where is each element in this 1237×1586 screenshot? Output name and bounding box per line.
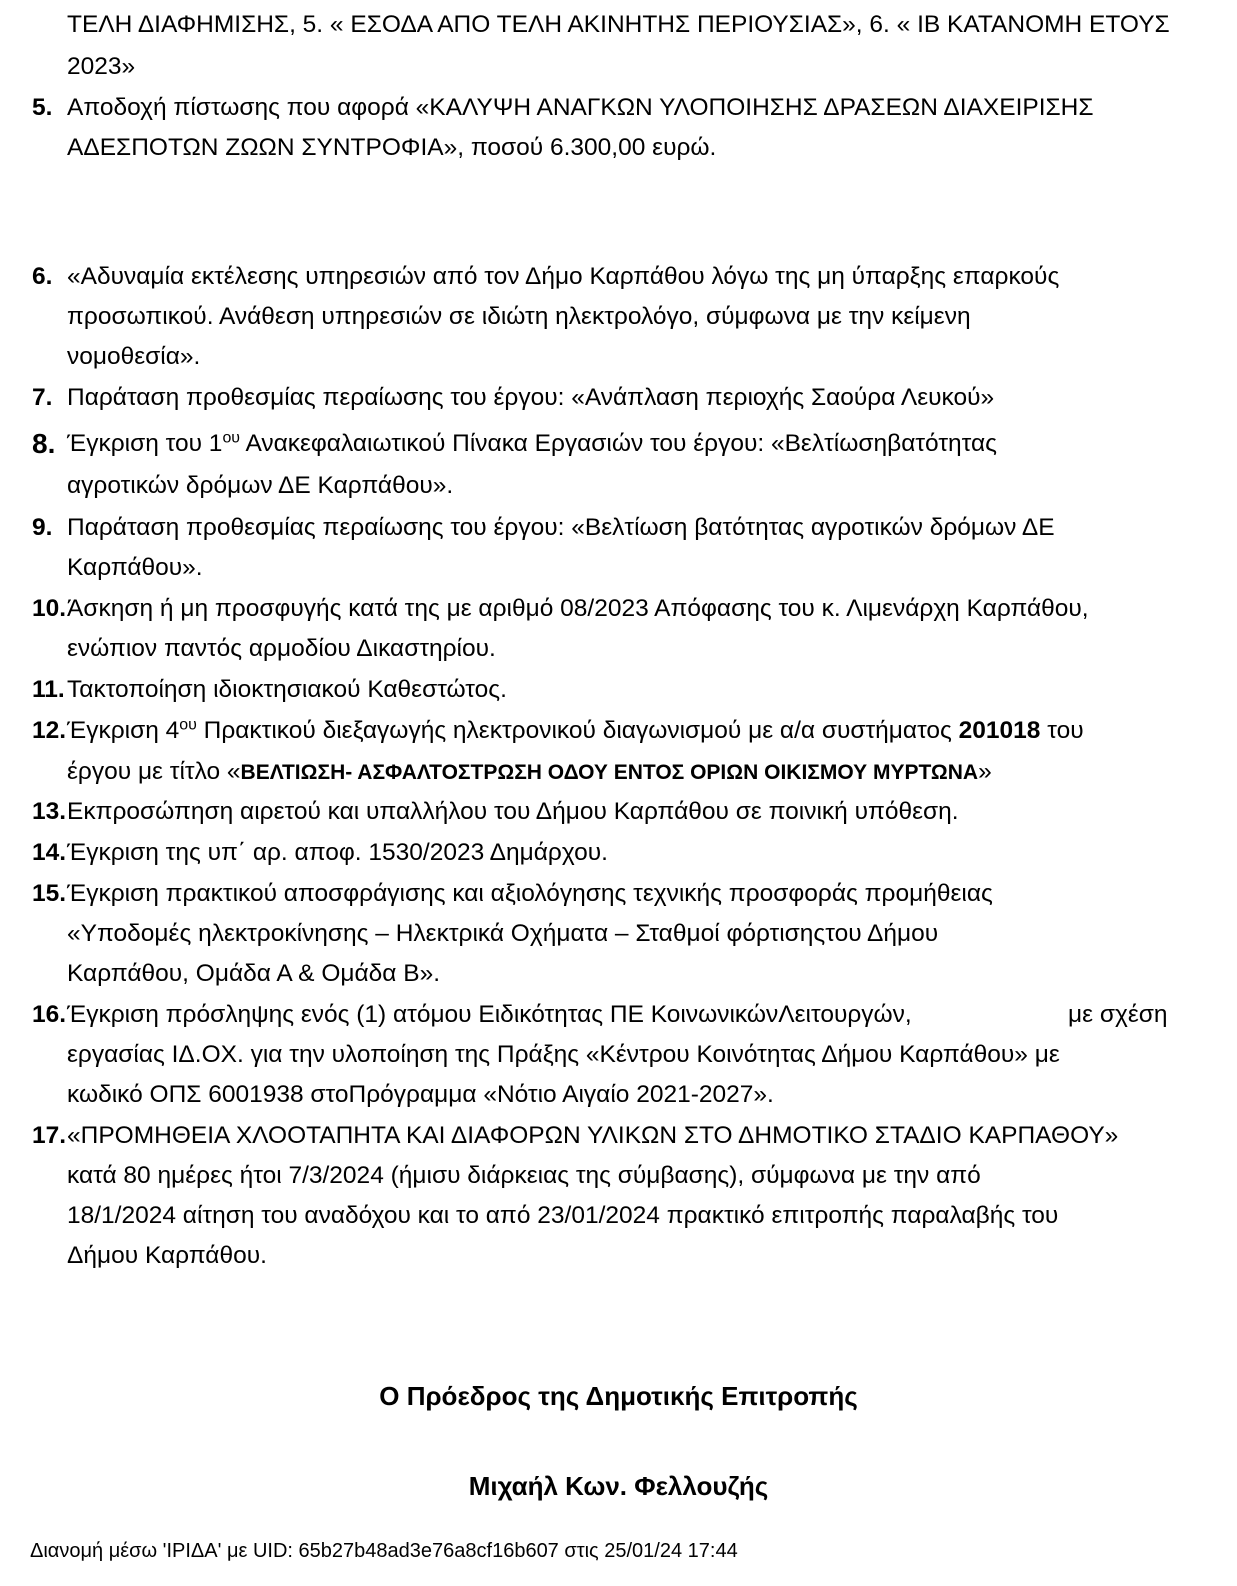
item-number: 15. (32, 880, 67, 907)
item-10-line-2: ενώπιον παντός αρμοδίου Δικαστηρίου. (67, 635, 496, 662)
item-number: 8. (32, 428, 56, 459)
item-9-line-2: Καρπάθου». (67, 554, 203, 581)
item-4-line-2: 2023» (67, 53, 136, 80)
signature-name: Μιχαήλ Κων. Φελλουζής (468, 1471, 769, 1501)
item-15-line-2: «Υποδομές ηλεκτροκίνησης – Ηλεκτρικά Οχήματα – Σταθμοί φόρτισηςτου Δήμου (67, 920, 939, 947)
item-17-line-2: κατά 80 ημέρες ήτοι 7/3/2024 (ήμισυ διάρκειας της σύμβασης), σύμφωνα με την από (67, 1162, 981, 1189)
item-15-line-1: Έγκριση πρακτικού αποσφράγισης και αξιολόγησης τεχνικής προσφοράς προμήθειας (67, 880, 993, 907)
item-number: 16. (32, 1001, 67, 1028)
item-number: 11. (32, 676, 65, 703)
item-11-line-1: Τακτοποίηση ιδιοκτησιακού Καθεστώτος. (67, 676, 507, 703)
item-14-line-1: Έγκριση της υπ΄ αρ. αποφ. 1530/2023 Δημάρχου. (67, 839, 608, 866)
item-number: 7. (32, 384, 53, 411)
item-5-line-1: Αποδοχή πίστωσης που αφορά «ΚΑΛΥΨΗ ΑΝΑΓΚΩΝ ΥΛΟΠΟΙΗΣΗΣ ΔΡΑΣΕΩΝ ΔΙΑΧΕΙΡΙΣΗΣ (67, 94, 1094, 121)
item-number: 5. (32, 94, 53, 121)
distribution-footer: Διανομή μέσω 'ΙΡΙΔΑ' με UID: 65b27b48ad3e76a8cf16b607 στις 25/01/24 17:44 (30, 1540, 738, 1562)
item-16-line-3: κωδικό ΟΠΣ 6001938 στοΠρόγραμμα «Νότιο Αιγαίο 2021-2027». (67, 1081, 774, 1108)
item-7-line-1: Παράταση προθεσμίας περαίωσης του έργου: «Ανάπλαση περιοχής Σαούρα Λευκού» (67, 384, 995, 411)
item-16-line-1a: Έγκριση πρόσληψης ενός (1) ατόμου Ειδικότητας ΠΕ ΚοινωνικώνΛειτουργών, (67, 1001, 912, 1028)
item-number: 14. (32, 839, 67, 866)
item-number: 9. (32, 514, 53, 541)
item-16-line-2: εργασίας ΙΔ.ΟΧ. για την υλοποίηση της Πράξης «Κέντρου Κοινότητας Δήμου Καρπάθου» με (67, 1041, 1060, 1068)
item-4-line-1: ΤΕΛΗ ΔΙΑΦΗΜΙΣΗΣ, 5. « ΕΣΟΔΑ ΑΠΟ ΤΕΛΗ ΑΚΙΝΗΤΗΣ ΠΕΡΙΟΥΣΙΑΣ», 6. « ΙΒ ΚΑΤΑΝΟΜΗ ΕΤΟΥΣ (67, 11, 1170, 38)
item-number: 6. (32, 263, 53, 290)
item-6-line-1: «Αδυναμία εκτέλεσης υπηρεσιών από τον Δήμο Καρπάθου λόγω της μη ύπαρξης επαρκούς (67, 263, 1060, 290)
item-16-line-1b: με σχέση (1068, 1001, 1168, 1028)
item-12-line-1: Έγκριση $4^{o\upsilon}$ Πρακτικού διεξαγωγής ηλεκτρονικού διαγωνισμού με α/α συστήματος 201018 του (67, 716, 1084, 744)
item-number: 17. (32, 1122, 67, 1149)
item-17-line-1: «ΠΡΟΜΗΘΕΙΑ ΧΛΟΟΤΑΠΗΤΑ ΚΑΙ ΔΙΑΦΟΡΩΝ ΥΛΙΚΩΝ ΣΤΟ ΔΗΜΟΤΙΚΟ ΣΤΑΔΙΟ ΚΑΡΠΑΘΟΥ» (67, 1122, 1119, 1149)
signature-title: Ο Πρόεδρος της Δημοτικής Επιτροπής (379, 1381, 858, 1411)
item-number: 13. (32, 798, 67, 825)
item-6-line-2: προσωπικού. Ανάθεση υπηρεσιών σε ιδιώτη ηλεκτρολόγο, σύμφωνα με την κείμενη (67, 303, 971, 330)
item-5-line-2: ΑΔΕΣΠΟΤΩΝ ΖΩΩΝ ΣΥΝΤΡΟΦΙΑ», ποσού 6.300,00 ευρώ. (67, 134, 717, 161)
item-10-line-1: Άσκηση ή μη προσφυγής κατά της με αριθμό 08/2023 Απόφασης του κ. Λιμενάρχη Καρπάθου, (67, 595, 1089, 622)
item-8-line-1: Έγκριση του $1^{o\upsilon}$ Ανακεφαλαιωτικού Πίνακα Εργασιών του έργου: «Βελτίωσηβατότητας (67, 429, 997, 457)
item-13-line-1: Εκπροσώπηση αιρετού και υπαλλήλου του Δήμου Καρπάθου σε ποινική υπόθεση. (67, 798, 959, 825)
item-number: 12. (32, 717, 67, 744)
item-9-line-1: Παράταση προθεσμίας περαίωσης του έργου: «Βελτίωση βατότητας αγροτικών δρόμων ΔΕ (67, 514, 1055, 541)
item-15-line-3: Καρπάθου, Ομάδα Α & Ομάδα Β». (67, 960, 441, 987)
item-12-line-2: έργου με τίτλο «ΒΕΛΤΙΩΣΗ- ΑΣΦΑΛΤΟΣΤΡΩΣΗ ΟΔΟΥ ΕΝΤΟΣ ΟΡΙΩΝ ΟΙΚΙΣΜΟΥ ΜΥΡΤΩΝΑ» (67, 758, 992, 785)
item-17-line-4: Δήμου Καρπάθου. (67, 1242, 267, 1269)
item-8-line-2: αγροτικών δρόμων ΔΕ Καρπάθου». (67, 472, 454, 499)
item-number: 10. (32, 595, 67, 622)
item-6-line-3: νομοθεσία». (67, 343, 201, 370)
item-17-line-3: 18/1/2024 αίτηση του αναδόχου και το από 23/01/2024 πρακτικό επιτροπής παραλαβής του (67, 1202, 1059, 1229)
